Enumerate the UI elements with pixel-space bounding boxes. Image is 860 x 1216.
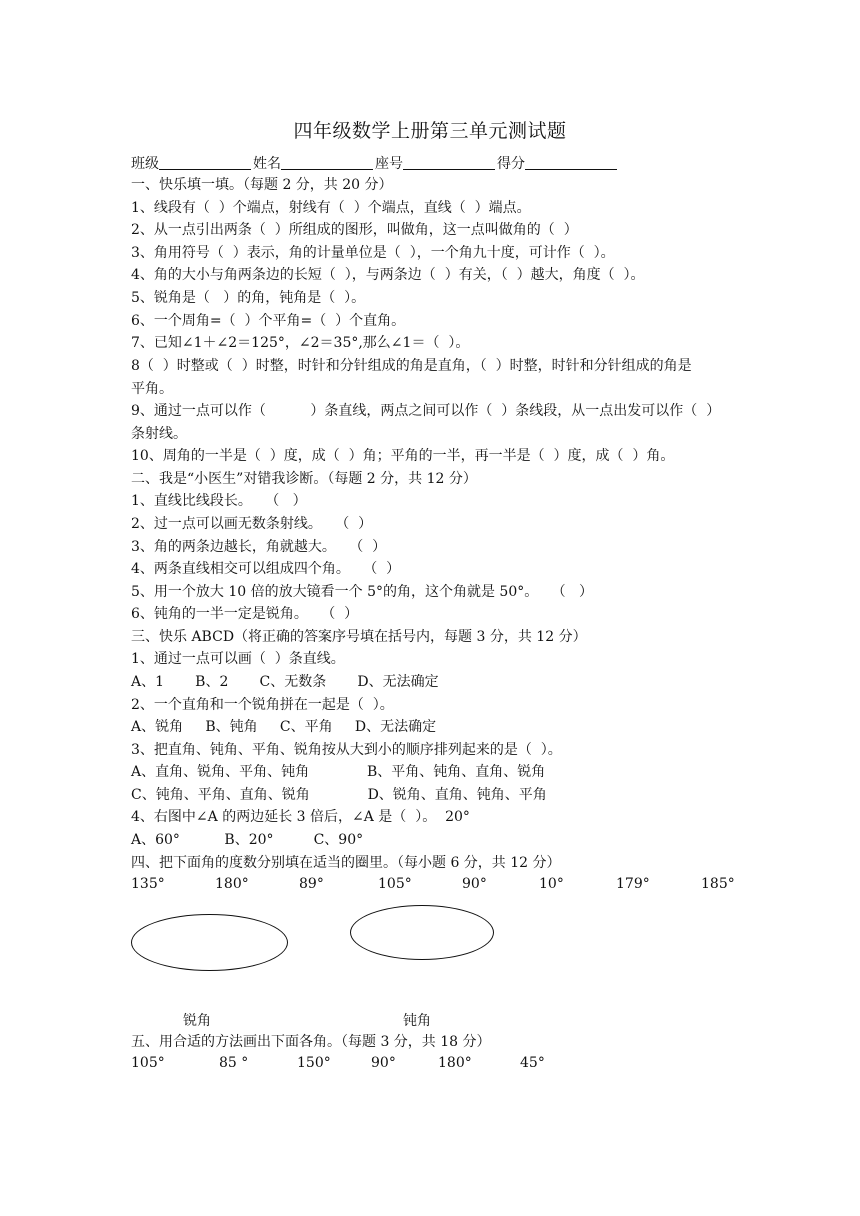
section-5-title: 五、用合适的方法画出下面各角。（每题 3 分，共 18 分） xyxy=(131,1034,491,1050)
obtuse-circle-label: 钝角 xyxy=(403,1013,431,1029)
degree-value: 150° xyxy=(297,1055,331,1071)
options-line: A、直角、锐角、平角、钝角 B、平角、钝角、直角、锐角 xyxy=(131,764,546,780)
options-line: A、60° B、20° C、90° xyxy=(131,832,364,848)
question-line: 4、两条直线相交可以组成四个角。 （ ） xyxy=(131,561,401,577)
student-info-row xyxy=(131,153,619,173)
degree-value: 89° xyxy=(299,876,324,892)
obtuse-angle-circle[interactable] xyxy=(350,905,494,960)
class-blank[interactable] xyxy=(159,153,251,170)
section-1-title: 一、快乐填一填。（每题 2 分，共 20 分） xyxy=(131,177,393,193)
question-line: 3、角的两条边越长，角就越大。 （ ） xyxy=(131,539,387,555)
question-line: 4、右图中∠A 的两边延长 3 倍后，∠A 是（ ）。 20° xyxy=(131,809,470,825)
question-line: 1、直线比线段长。 （ ） xyxy=(131,493,307,509)
degree-value: 10° xyxy=(539,876,564,892)
degree-value: 105° xyxy=(378,876,412,892)
section-5-degrees xyxy=(131,1055,631,1075)
question-line: 6、钝角的一半一定是锐角。 （ ） xyxy=(131,606,359,622)
question-line: 4、角的大小与角两条边的长短（ ），与两条边（ ）有关，（ ）越大，角度（ ）。 xyxy=(131,267,645,283)
degree-value: 180° xyxy=(438,1055,472,1071)
degree-value: 185° xyxy=(701,876,735,892)
section-4-title: 四、把下面角的度数分别填在适当的圈里。（每小题 6 分，共 12 分） xyxy=(131,855,561,871)
degree-value: 180° xyxy=(215,876,249,892)
question-line: 5、用一个放大 10 倍的放大镜看一个 5°的角，这个角就是 50°。 （ ） xyxy=(131,584,593,600)
section-2-title: 二、我是“小医生”对错我诊断。（每题 2 分，共 12 分） xyxy=(131,471,477,487)
degree-value: 85 ° xyxy=(219,1055,249,1071)
acute-circle-label: 锐角 xyxy=(183,1013,211,1029)
question-line: 1、线段有（ ）个端点，射线有（ ）个端点，直线（ ）端点。 xyxy=(131,200,531,216)
class-label: 班级 xyxy=(131,156,159,172)
options-line: A、1 B、2 C、无数条 D、无法确定 xyxy=(131,674,439,690)
question-line: 1、通过一点可以画（ ）条直线。 xyxy=(131,651,345,667)
acute-angle-circle[interactable] xyxy=(131,914,288,971)
score-blank[interactable] xyxy=(525,153,617,170)
seat-blank[interactable] xyxy=(403,153,495,170)
question-line: 8（ ）时整或（ ）时整，时针和分针组成的角是直角，（ ）时整，时针和分针组成的角是 xyxy=(131,358,692,374)
question-line: 条射线。 xyxy=(131,426,187,442)
page-title: 四年级数学上册第三单元测试题 xyxy=(293,120,567,142)
question-line: 5、锐角是（ ）的角，钝角是（ ）。 xyxy=(131,290,366,306)
degree-value: 90° xyxy=(371,1055,396,1071)
question-line: 3、角用符号（ ）表示，角的计量单位是（ ），一个角九十度，可计作（ ）。 xyxy=(131,245,615,261)
name-blank[interactable] xyxy=(281,153,373,170)
degree-value: 179° xyxy=(616,876,650,892)
question-line: 6、一个周角=（ ）个平角=（ ）个直角。 xyxy=(131,313,406,329)
degree-value: 45° xyxy=(520,1055,545,1071)
degree-value: 90° xyxy=(462,876,487,892)
question-line: 3、把直角、钝角、平角、锐角按从大到小的顺序排列起来的是（ ）。 xyxy=(131,742,562,758)
question-line: 平角。 xyxy=(131,381,173,397)
question-line: 10、周角的一半是（ ）度，成（ ）角；平角的一半，再一半是（ ）度，成（ ）角。 xyxy=(131,448,675,464)
degree-value: 105° xyxy=(131,1055,165,1071)
question-line: 2、一个直角和一个锐角拼在一起是（ ）。 xyxy=(131,697,394,713)
name-label: 姓名 xyxy=(253,156,281,172)
options-line: A、锐角 B、钝角 C、平角 D、无法确定 xyxy=(131,719,437,735)
question-line: 9、通过一点可以作（ ）条直线，两点之间可以作（ ）条线段，从一点出发可以作（ ） xyxy=(131,403,721,419)
section-4-degrees xyxy=(131,876,751,896)
seat-label: 座号 xyxy=(375,156,403,172)
question-line: 2、过一点可以画无数条射线。 （ ） xyxy=(131,516,373,532)
degree-value: 135° xyxy=(131,876,165,892)
question-line: 7、已知∠1＋∠2＝125°，∠2＝35°,那么∠1＝（ ）。 xyxy=(131,335,470,351)
options-line: C、钝角、平角、直角、锐角 D、锐角、直角、钝角、平角 xyxy=(131,787,547,803)
section-3-title: 三、快乐 ABCD（将正确的答案序号填在括号内，每题 3 分，共 12 分） xyxy=(131,629,587,645)
score-label: 得分 xyxy=(497,156,525,172)
question-line: 2、从一点引出两条（ ）所组成的图形，叫做角，这一点叫做角的（ ） xyxy=(131,222,578,238)
